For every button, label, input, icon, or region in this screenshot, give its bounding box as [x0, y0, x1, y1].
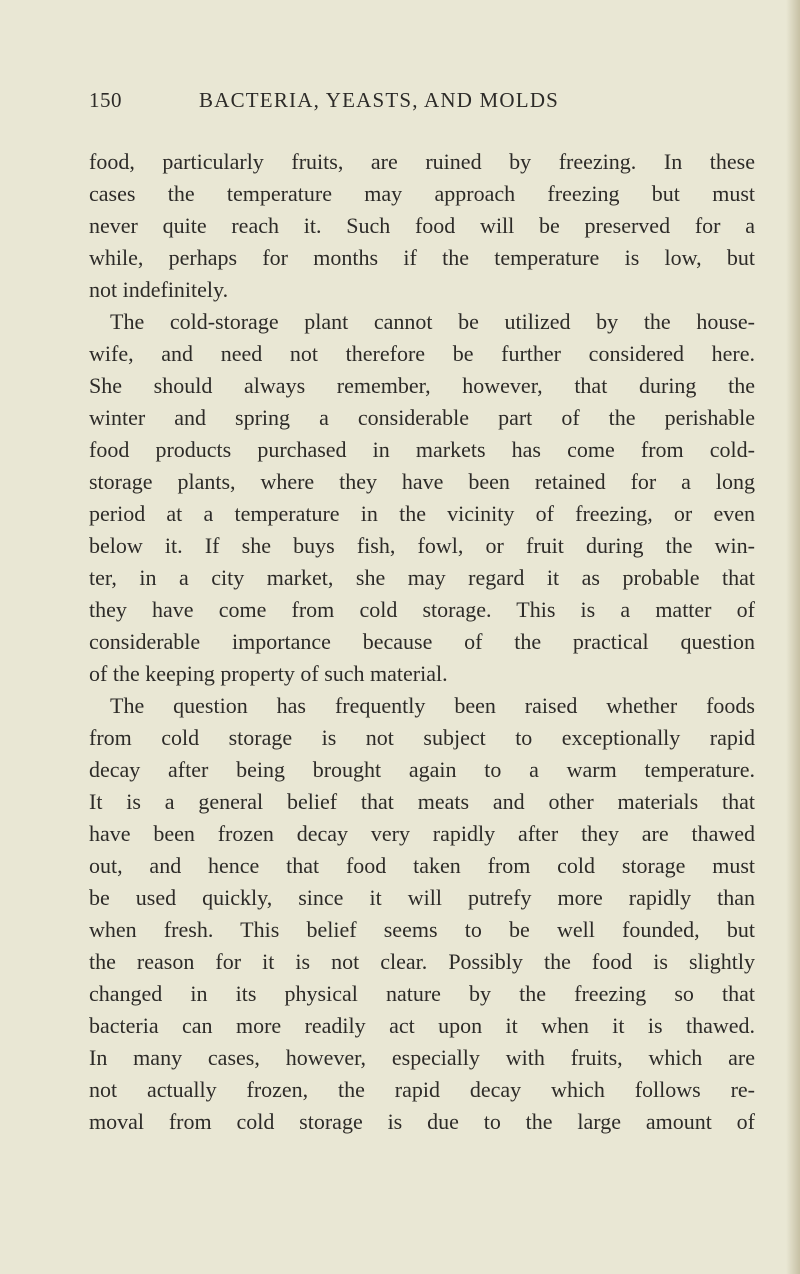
text-line: they have come from cold storage. This is a matter of [89, 597, 755, 622]
text-line: while, perhaps for months if the temperature is low, but [89, 245, 755, 270]
text-line: never quite reach it. Such food will be preserved for a [89, 213, 755, 238]
text-line: moval from cold storage is due to the large amount of [89, 1109, 755, 1134]
text-line: food, particularly fruits, are ruined by freezing. In these [89, 149, 755, 174]
text-line: decay after being brought again to a warm temperature. [89, 757, 755, 782]
page-header [89, 88, 789, 118]
text-line: cases the temperature may approach freezing but must [89, 181, 755, 206]
text-line: when fresh. This belief seems to be well founded, but [89, 917, 755, 942]
text-line: from cold storage is not subject to exceptionally rapid [89, 725, 755, 750]
text-line: below it. If she buys fish, fowl, or fruit during the win- [89, 533, 755, 558]
running-head: BACTERIA, YEASTS, AND MOLDS [199, 88, 560, 112]
text-line: not indefinitely. [89, 277, 229, 302]
text-line: In many cases, however, especially with fruits, which are [89, 1045, 755, 1070]
text-line: period at a temperature in the vicinity of freezing, or even [89, 501, 755, 526]
text-line: ter, in a city market, she may regard it as probable that [89, 565, 755, 590]
paragraph-first-line: The cold-storage plant cannot be utilized by the house- [110, 309, 755, 334]
text-line: out, and hence that food taken from cold storage must [89, 853, 755, 878]
text-line: She should always remember, however, that during the [89, 373, 755, 398]
text-line: storage plants, where they have been retained for a long [89, 469, 755, 494]
text-line: food products purchased in markets has come from cold- [89, 437, 755, 462]
text-line: It is a general belief that meats and other materials that [89, 789, 755, 814]
paragraph-first-line: The question has frequently been raised whether foods [110, 693, 755, 718]
text-line: bacteria can more readily act upon it when it is thawed. [89, 1013, 755, 1038]
text-line: be used quickly, since it will putrefy more rapidly than [89, 885, 755, 910]
text-line: have been frozen decay very rapidly after they are thawed [89, 821, 755, 846]
text-line: of the keeping property of such material. [89, 661, 448, 686]
page-edge-shadow [786, 0, 800, 1274]
text-line: changed in its physical nature by the freezing so that [89, 981, 755, 1006]
text-line: considerable importance because of the practical question [89, 629, 755, 654]
text-line: wife, and need not therefore be further considered here. [89, 341, 755, 366]
text-line: winter and spring a considerable part of the perishable [89, 405, 755, 430]
text-line: the reason for it is not clear. Possibly the food is slightly [89, 949, 755, 974]
text-line: not actually frozen, the rapid decay which follows re- [89, 1077, 755, 1102]
page-number: 150 [89, 88, 122, 112]
